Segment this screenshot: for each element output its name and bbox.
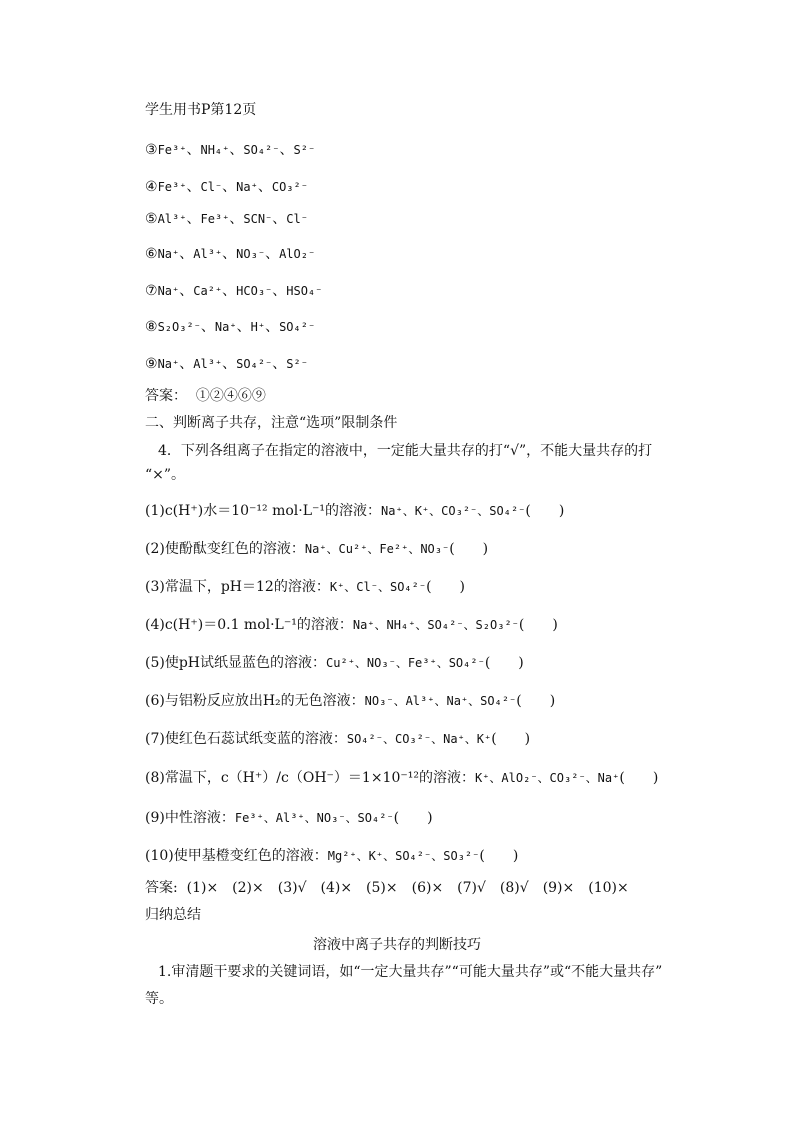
item-ions: Na⁺、K⁺、CO₃²⁻、SO₄²⁻ [381, 504, 526, 518]
question-item-4 [145, 616, 558, 634]
ion: Cl⁻ [286, 212, 308, 226]
ion: SO₄²⁻ [243, 143, 280, 157]
ion: SO₄²⁻ [236, 357, 273, 371]
list-item-8: ⑧S₂O₃²⁻、Na⁺、H⁺、SO₄²⁻ [145, 319, 316, 335]
question-item-7 [145, 730, 530, 748]
item-number: (6) [145, 693, 165, 709]
item-number: ⑤ [145, 211, 158, 227]
ion: Na⁺ [157, 247, 180, 261]
answer-blank: ( ) [393, 810, 433, 826]
item-ions: Na⁺、Cu²⁺、Fe²⁺、NO₃⁻ [304, 542, 450, 556]
item-number: ⑦ [145, 283, 158, 299]
section-title: 二、判断离子共存，注意“选项”限制条件 [145, 415, 398, 431]
item-number: (4) [145, 617, 165, 633]
item-condition: 使红色石蕊试纸变蓝的溶液： [164, 731, 347, 747]
answer-blank: ( ) [619, 770, 659, 786]
ion: AlO₂⁻ [279, 247, 316, 261]
item-number: ⑨ [145, 356, 158, 372]
answer-b [145, 879, 629, 897]
ion: Fe³⁺ [157, 180, 187, 194]
item-ions: Fe³⁺、Al³⁺、NO₃⁻、SO₄²⁻ [234, 811, 394, 825]
answer-blank: ( ) [491, 731, 531, 747]
ion: Al³⁺ [157, 212, 187, 226]
list-item-4: ④Fe³⁺、Cl⁻、Na⁺、CO₃²⁻ [145, 179, 308, 195]
ion: S²⁻ [286, 357, 308, 371]
ion: H⁺ [250, 320, 266, 334]
answer-blank: ( ) [479, 848, 519, 864]
question-item-1 [145, 502, 564, 520]
question-item-5 [145, 654, 524, 672]
ion: SCN⁻ [243, 212, 273, 226]
page-header: 学生用书P第12页 [145, 102, 257, 118]
summary-label: 归纳总结 [145, 907, 201, 923]
item-condition: c(H⁺)水＝10⁻¹² mol·L⁻¹的溶液： [164, 503, 382, 519]
item-ions: Na⁺、NH₄⁺、SO₄²⁻、S₂O₃²⁻ [352, 618, 519, 632]
item-number: (5) [145, 655, 165, 671]
item-condition: 常温下，pH＝12的溶液： [164, 579, 330, 595]
list-item-6: ⑥Na⁺、Al³⁺、NO₃⁻、AlO₂⁻ [145, 246, 316, 262]
ion: Na⁺ [214, 320, 237, 334]
item-number: (7) [145, 731, 165, 747]
ion: SO₄²⁻ [279, 320, 316, 334]
ion: HSO₄⁻ [286, 284, 323, 298]
item-number: (8) [145, 770, 165, 786]
item-ions: K⁺、Cl⁻、SO₄²⁻ [329, 580, 427, 594]
answer-blank: ( ) [516, 693, 556, 709]
item-condition: 与铝粉反应放出H₂的无色溶液： [164, 693, 365, 709]
ion: Cl⁻ [200, 180, 223, 194]
answer-value: ①②④⑥⑨ [195, 388, 266, 404]
question-item-8 [145, 769, 658, 787]
item-ions: Mg²⁺、K⁺、SO₄²⁻、SO₃²⁻ [327, 849, 480, 863]
ion: Ca²⁺ [193, 284, 223, 298]
item-ions: K⁺、AlO₂⁻、CO₃²⁻、Na⁺ [474, 771, 620, 785]
ion: Fe³⁺ [157, 143, 187, 157]
answer-value: (1)× (2)× (3)√ (4)× (5)× (6)× (7)√ (8)√ (9)× (10)× [186, 880, 629, 896]
summary-paragraph-line2: 等。 [145, 991, 173, 1007]
item-ions: NO₃⁻、Al³⁺、Na⁺、SO₄²⁻ [364, 694, 517, 708]
ion: Fe³⁺ [200, 212, 230, 226]
item-number: ③ [145, 142, 158, 158]
item-number: ④ [145, 179, 158, 195]
item-number: (3) [145, 579, 165, 595]
answer-label: 答案: [145, 880, 178, 896]
item-number: (1) [145, 503, 165, 519]
answer-blank: ( ) [449, 541, 489, 557]
item-condition: 中性溶液： [164, 810, 235, 826]
ion: Na⁺ [157, 357, 180, 371]
item-ions: SO₄²⁻、CO₃²⁻、Na⁺、K⁺ [346, 732, 492, 746]
ion: S²⁻ [293, 143, 316, 157]
item-condition: 使pH试纸显蓝色的溶液： [164, 655, 327, 671]
question-item-6 [145, 692, 555, 710]
ion: Al³⁺ [193, 247, 223, 261]
answer-blank: ( ) [484, 655, 524, 671]
item-number: ⑥ [145, 246, 158, 262]
list-item-9: ⑨Na⁺、Al³⁺、SO₄²⁻、S²⁻ [145, 356, 308, 372]
question-item-9 [145, 809, 433, 827]
question-4-line2: “×”。 [145, 467, 186, 483]
ion: Na⁺ [236, 180, 258, 194]
item-ions: Cu²⁺、NO₃⁻、Fe³⁺、SO₄²⁻ [326, 656, 485, 670]
question-item-10 [145, 847, 518, 865]
ion: Al³⁺ [193, 357, 223, 371]
item-condition: 使酚酞变红色的溶液： [164, 541, 305, 557]
item-number: (10) [145, 848, 174, 864]
list-item-3: ③Fe³⁺、NH₄⁺、SO₄²⁻、S²⁻ [145, 142, 316, 158]
item-condition: c(H⁺)＝0.1 mol·L⁻¹的溶液： [164, 617, 353, 633]
item-number: (2) [145, 541, 165, 557]
ion: S₂O₃²⁻ [157, 320, 201, 334]
list-item-7: ⑦Na⁺、Ca²⁺、HCO₃⁻、HSO₄⁻ [145, 283, 323, 299]
answer-blank: ( ) [426, 579, 466, 595]
summary-paragraph-line1: 1.审清题干要求的关键词语，如“一定大量共存”“可能大量共存”或“不能大量共存” [158, 964, 663, 980]
question-item-3 [145, 578, 465, 596]
ion: NO₃⁻ [236, 247, 266, 261]
item-condition: 使甲基橙变红色的溶液： [173, 848, 328, 864]
answer-label: 答案： [145, 388, 187, 404]
ion: Na⁺ [157, 284, 180, 298]
item-number: ⑧ [145, 319, 158, 335]
ion: CO₃²⁻ [271, 180, 308, 194]
summary-title: 溶液中离子共存的判断技巧 [313, 937, 481, 953]
list-item-5: ⑤Al³⁺、Fe³⁺、SCN⁻、Cl⁻ [145, 211, 308, 227]
item-number: (9) [145, 810, 165, 826]
question-4-line1: 4．下列各组离子在指定的溶液中，一定能大量共存的打“√”，不能大量共存的打 [158, 443, 653, 459]
ion: NH₄⁺ [200, 143, 230, 157]
answer-blank: ( ) [518, 617, 558, 633]
item-condition: 常温下，c（H⁺）/c（OH⁻）＝1×10⁻¹²的溶液： [164, 770, 475, 786]
question-item-2 [145, 540, 488, 558]
answer-blank: ( ) [525, 503, 565, 519]
ion: HCO₃⁻ [236, 284, 273, 298]
answer-a [145, 387, 266, 405]
